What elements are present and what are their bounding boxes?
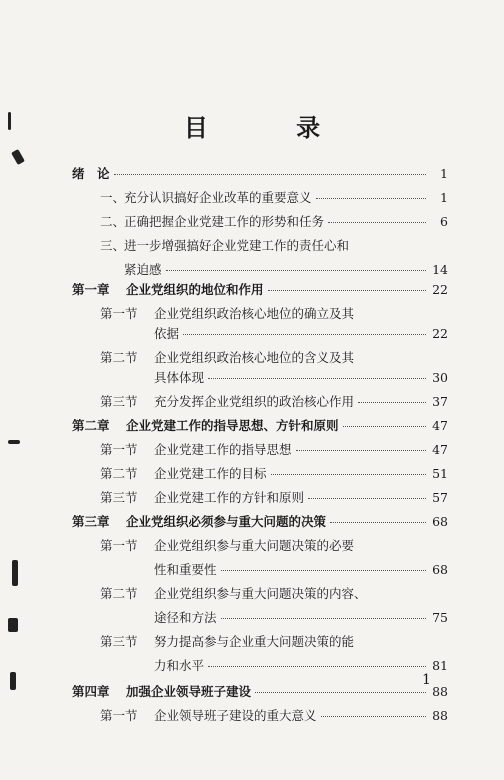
toc-entry [72,536,448,558]
toc-entry-label [124,260,162,278]
toc-entry-text: 正确把握企业党建工作的形势和任务 [124,214,325,229]
toc-entry-number: 第三节 [100,394,138,409]
toc-entry-text: 性和重要性 [154,562,217,577]
toc-entry [72,260,448,282]
toc-entry-number: 第二节 [100,586,138,601]
leader-dots [343,426,426,427]
toc-entry-text: 依据 [154,326,180,341]
leader-dots [221,618,426,619]
toc-entry-text: 企业党组织政治核心地位的确立及其 [154,306,355,321]
toc-entry-text: 企业党组织参与重大问题决策的必要 [154,538,355,553]
toc-page-number: 81 [432,658,448,673]
toc-entry-label [72,512,326,530]
toc-entry-label [100,464,267,482]
toc-entry-number: 第一节 [100,538,138,553]
toc-page-number: 6 [440,214,448,229]
toc-entry-label [100,536,354,554]
toc-entry-label [100,584,367,602]
toc-page-number: 37 [432,394,448,409]
toc-page-number: 68 [432,562,448,577]
toc-entry-number: 第三节 [100,490,138,505]
toc-entry-number: 第二节 [100,466,138,481]
toc-entry [72,464,448,486]
toc-entry-label [100,304,354,322]
toc-entry [72,706,448,728]
toc-page-number: 30 [432,370,448,385]
toc-entry [72,188,448,210]
toc-entry [72,324,448,346]
toc-page-number: 68 [432,514,448,529]
toc-entry [72,560,448,582]
leader-dots [221,570,426,571]
toc-entry-number: 二、 [100,214,126,229]
toc-entry-text: 企业党组织必须参与重大问题的决策 [126,514,327,529]
toc-entry-number: 第一节 [100,708,138,723]
leader-dots [271,474,426,475]
leader-dots [316,198,426,199]
leader-dots [255,692,426,693]
toc-page-number: 51 [432,466,448,481]
toc-entry [72,608,448,630]
toc-entry-text: 企业党建工作的指导思想、方针和原则 [126,418,339,433]
toc-entry-label [100,488,304,506]
leader-dots [358,402,426,403]
toc-page-number: 1 [440,166,448,181]
toc-entry [72,416,448,438]
leader-dots [330,522,426,523]
toc-page-number: 22 [432,326,448,341]
toc-entry-number: 一、 [100,190,126,205]
leader-dots [183,334,426,335]
toc-page-number: 47 [432,442,448,457]
toc-entry-text: 充分认识搞好企业改革的重要意义 [124,190,312,205]
toc-page-number: 14 [432,262,448,277]
scan-artifact [8,112,11,130]
leader-dots [114,174,426,175]
toc-entry [72,682,448,704]
toc-entry-label [72,164,110,182]
toc-entry-text: 途径和方法 [154,610,217,625]
toc-entry-label [154,324,179,342]
toc-entry-text: 绪 论 [72,166,110,181]
leader-dots [296,450,426,451]
toc-entry-number: 第四章 [72,684,110,699]
toc-entry-text: 具体体现 [154,370,205,385]
toc-entry [72,656,448,678]
toc-entry-number: 第一节 [100,442,138,457]
toc-entry [72,236,448,258]
toc-entry-label [72,416,339,434]
toc-entry-label [100,212,324,230]
toc-page-number: 57 [432,490,448,505]
toc-page-number: 88 [432,684,448,699]
toc-entry [72,488,448,510]
leader-dots [308,498,426,499]
toc-entry-label [154,608,217,626]
toc-entry-number: 第二章 [72,418,110,433]
scan-artifact [8,618,18,632]
toc-entry-label [100,440,292,458]
toc-page-number: 1 [440,190,448,205]
scan-artifact [11,149,25,165]
toc-page-number: 22 [432,282,448,297]
toc-entry-number: 第三章 [72,514,110,529]
scan-artifact [12,560,18,586]
toc-entry-text: 企业党建工作的目标 [154,466,267,481]
toc-entry [72,304,448,326]
toc-entry-label [154,368,204,386]
toc-page-number: 75 [432,610,448,625]
toc-entry-text: 企业党建工作的指导思想 [154,442,292,457]
toc-entry-text: 企业党组织政治核心地位的含义及其 [154,350,355,365]
toc-entry [72,280,448,302]
toc-entry-label [100,236,349,254]
toc-entry-text: 充分发挥企业党组织的政治核心作用 [154,394,355,409]
scan-artifact [10,672,16,690]
leader-dots [208,378,426,379]
toc-entry-label [154,560,217,578]
toc-entry-label [100,392,354,410]
toc-entry [72,584,448,606]
toc-entry [72,164,448,186]
toc-page-number: 88 [432,708,448,723]
toc-entry-text: 力和水平 [154,658,205,673]
toc-entry-text: 企业党建工作的方针和原则 [154,490,305,505]
toc-entry-text: 企业领导班子建设的重大意义 [154,708,317,723]
toc-entry-label [100,188,312,206]
leader-dots [328,222,426,223]
toc-entry [72,212,448,234]
toc-entry-number: 第三节 [100,634,138,649]
toc-entry [72,440,448,462]
toc-entry-label [154,656,204,674]
toc-entry-text: 企业党组织参与重大问题决策的内容、 [154,586,367,601]
toc-entry-number: 第二节 [100,350,138,365]
toc-entry-label [100,706,317,724]
leader-dots [208,666,426,667]
toc-entry-label [72,280,264,298]
toc-page-number: 47 [432,418,448,433]
leader-dots [166,270,426,271]
toc-entry-label [72,682,251,700]
toc-entry [72,512,448,534]
toc-entry [72,348,448,370]
toc-entry-text: 努力提高参与企业重大问题决策的能 [154,634,355,649]
page-number: 1 [422,672,431,688]
toc-entry-number: 第一节 [100,306,138,321]
scan-artifact [8,440,20,444]
toc-entry-text: 加强企业领导班子建设 [126,684,252,699]
toc-entry-text: 紧迫感 [124,262,162,277]
toc-entry-number: 第一章 [72,282,110,297]
leader-dots [321,716,426,717]
toc-entry-label [100,632,354,650]
toc-entry-label [100,348,354,366]
toc-entry [72,632,448,654]
toc-entry-number: 三、 [100,238,126,253]
toc-entry [72,392,448,414]
leader-dots [268,290,426,291]
toc-entry-text: 企业党组织的地位和作用 [126,282,264,297]
toc-entry-text: 进一步增强搞好企业党建工作的责任心和 [124,238,350,253]
page-title: 目 录 [183,113,361,142]
toc-entry [72,368,448,390]
